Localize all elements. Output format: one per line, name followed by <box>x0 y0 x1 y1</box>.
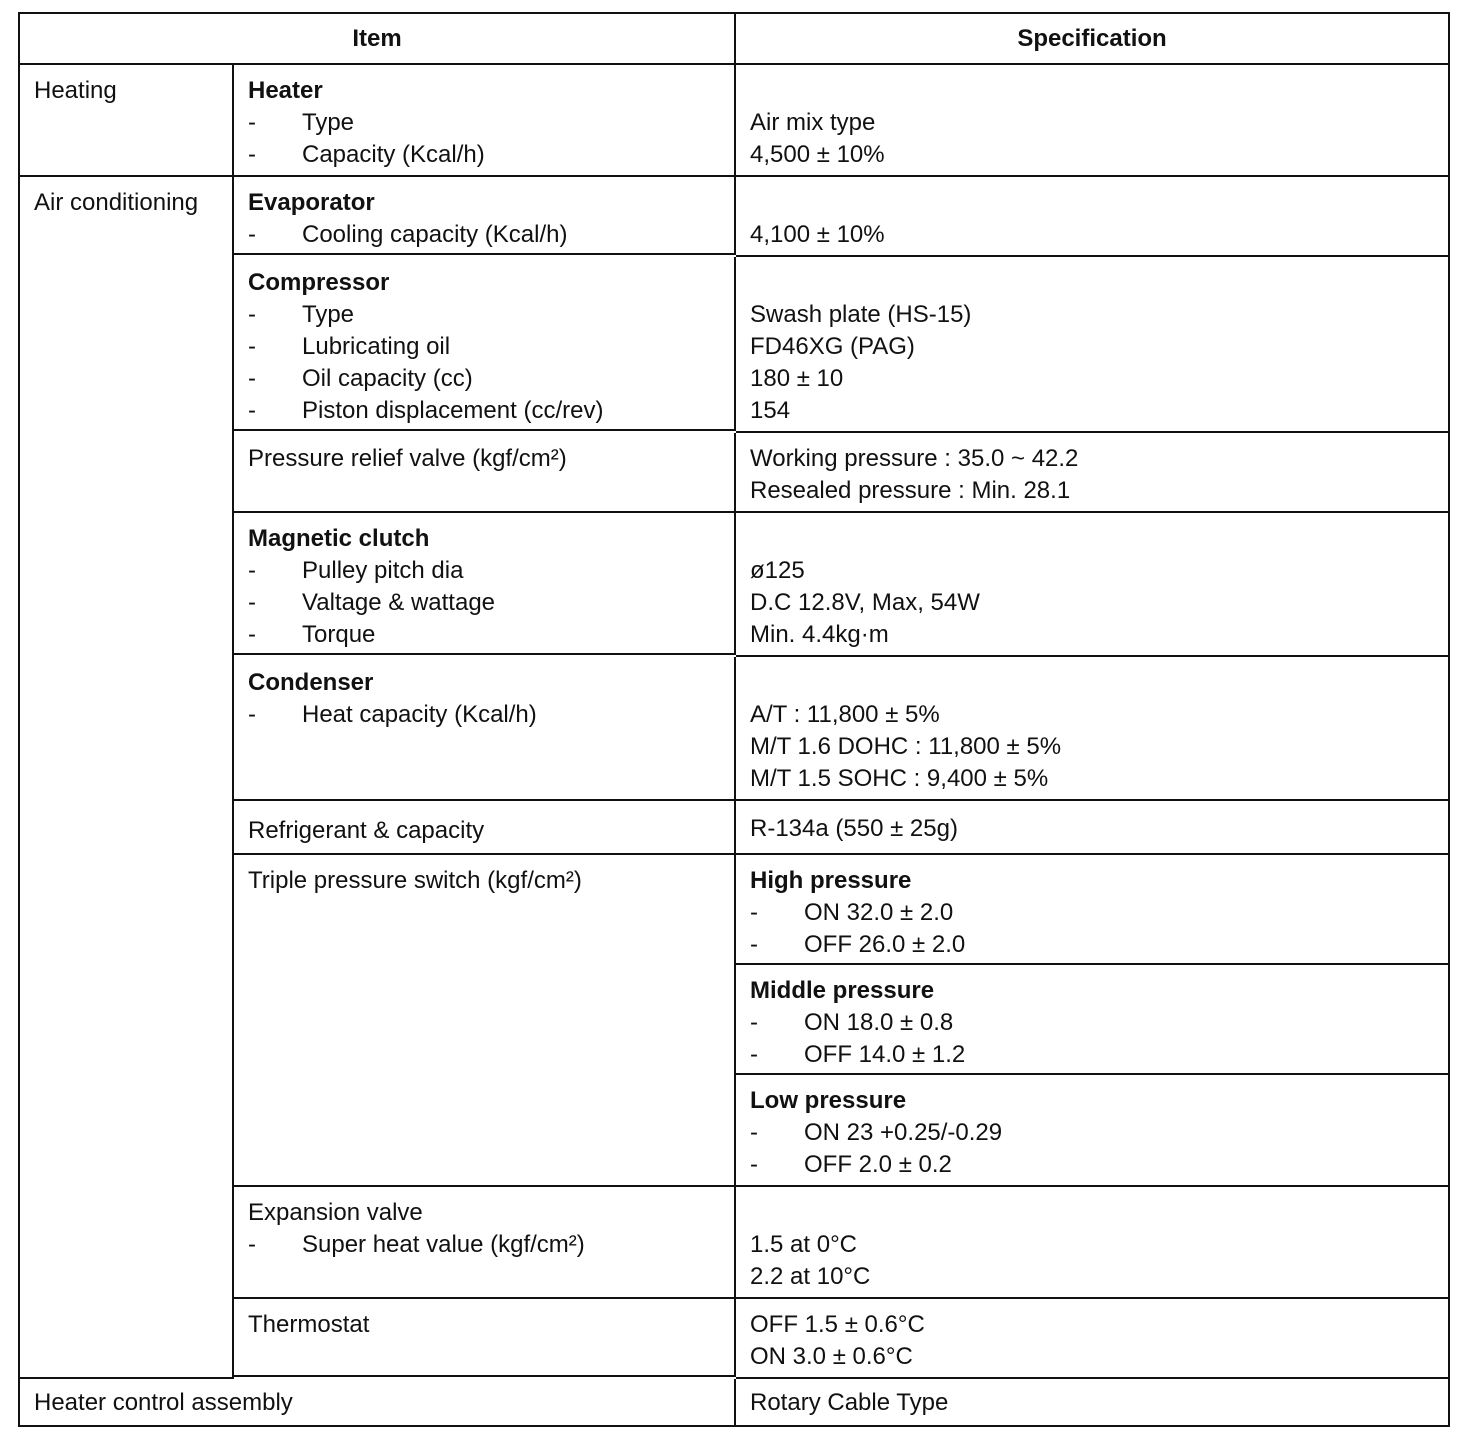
heater-capacity-label: - Capacity (Kcal/h) <box>248 141 485 168</box>
magnetic-clutch-spec: ø125 D.C 12.8V, Max, 54W Min. 4.4kg·m <box>736 513 1450 657</box>
condenser-spec: A/T : 11,800 ± 5% M/T 1.6 DOHC : 11,800 ± 5% M/T 1.5 SOHC : 9,400 ± 5% <box>736 657 1450 801</box>
evaporator-spec <box>736 177 1450 257</box>
heater-type-value: Air mix type <box>750 109 876 136</box>
evaporator-title: Evaporator <box>248 189 375 216</box>
heater-control-item: Heater control assembly <box>20 1379 736 1427</box>
header-specification: Specification <box>736 14 1450 65</box>
evaporator-cooling-label: - Cooling capacity (Kcal/h) <box>248 221 568 248</box>
header-item: Item <box>20 14 736 65</box>
compressor-spec: Swash plate (HS-15) FD46XG (PAG) 180 ± 10 154 <box>736 257 1450 433</box>
condenser-item: Condenser - Heat capacity (Kcal/h) <box>234 657 736 801</box>
condenser-title: Condenser <box>248 669 374 696</box>
evaporator-item <box>234 177 736 255</box>
middle-pressure-block: Middle pressure - ON 18.0 ± 0.8 - OFF 14.0 ± 1.2 <box>736 965 1448 1075</box>
relief-valve-spec: Working pressure : 35.0 ~ 42.2 Resealed pressure : Min. 28.1 <box>736 433 1450 513</box>
spec-sheet <box>18 12 1450 1427</box>
expansion-valve-spec: 1.5 at 0°C 2.2 at 10°C <box>736 1187 1450 1299</box>
low-pressure-block: Low pressure - ON 23 +0.25/-0.29 - OFF 2.0 ± 0.2 <box>750 1087 1003 1178</box>
triple-switch-item: Triple pressure switch (kgf/cm²) <box>234 855 736 1187</box>
relief-valve-title: Pressure relief valve (kgf/cm²) <box>248 445 567 472</box>
category-heating: Heating <box>20 65 234 177</box>
magnetic-clutch-item: Magnetic clutch - Pulley pitch dia - Valtage & wattage - Torque <box>234 513 736 655</box>
triple-switch-spec <box>736 855 1450 1187</box>
heater-item <box>234 65 736 177</box>
compressor-title: Compressor <box>248 269 390 296</box>
compressor-item: Compressor - Type - Lubricating oil - Oil capacity (cc) - Piston displacement (cc/rev) <box>234 257 736 431</box>
expansion-valve-item: Expansion valve - Super heat value (kgf/cm²) <box>234 1187 736 1299</box>
refrigerant-spec: R-134a (550 ± 25g) <box>736 801 1450 855</box>
thermostat-spec: OFF 1.5 ± 0.6°C ON 3.0 ± 0.6°C <box>736 1299 1450 1379</box>
high-pressure-block: High pressure - ON 32.0 ± 2.0 - OFF 26.0 ± 2.0 <box>736 855 1448 965</box>
heater-control-spec: Rotary Cable Type <box>736 1379 1450 1427</box>
heater-capacity-value: 4,500 ± 10% <box>750 141 885 168</box>
refrigerant-item: Refrigerant & capacity <box>234 801 736 855</box>
category-air-conditioning: Air conditioning <box>20 177 234 1379</box>
evaporator-cooling-value: 4,100 ± 10% <box>750 221 885 248</box>
relief-valve-item <box>234 433 736 513</box>
heater-spec <box>736 65 1450 177</box>
spec-table <box>18 12 1450 1427</box>
heater-type-label: - Type <box>248 109 355 136</box>
heater-title: Heater <box>248 77 323 104</box>
thermostat-item: Thermostat <box>234 1299 736 1377</box>
magnetic-clutch-title: Magnetic clutch <box>248 525 430 552</box>
